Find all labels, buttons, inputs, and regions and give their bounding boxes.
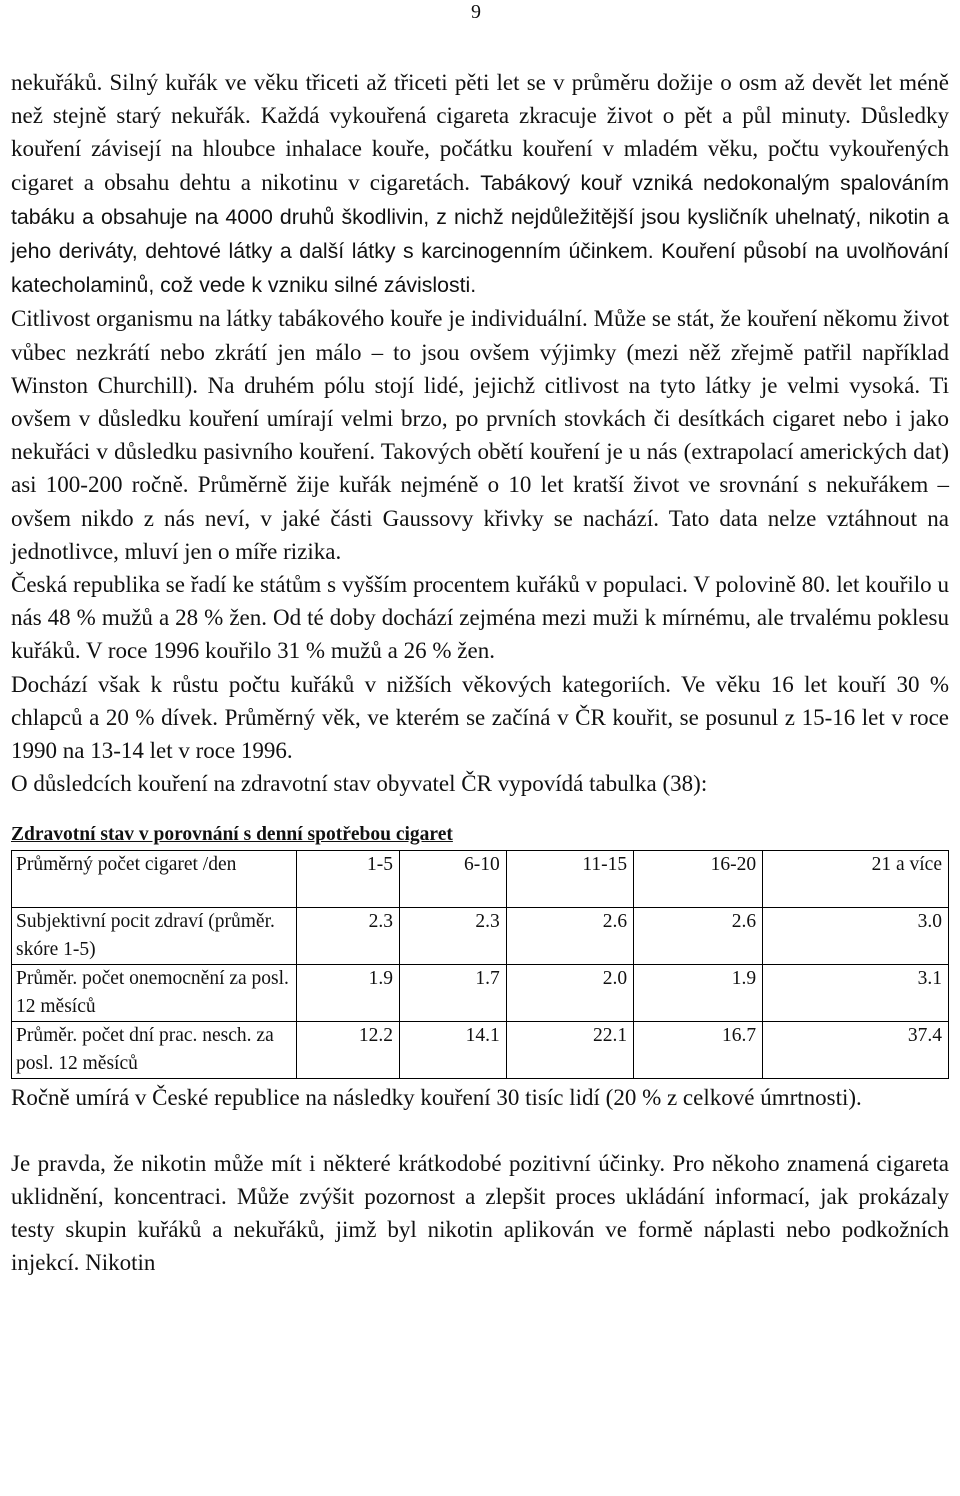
table-cell: 1.7 bbox=[400, 965, 507, 1022]
table-cell: 2.6 bbox=[506, 908, 633, 965]
table-cell: 16.7 bbox=[634, 1022, 763, 1079]
table-cell: 2.3 bbox=[297, 908, 400, 965]
table-row bbox=[12, 1022, 949, 1079]
table-row-label: Průměrný počet cigaret /den bbox=[12, 851, 297, 908]
paragraph-nicotine-effects: Je pravda, že nikotin může mít i některé krátkodobé pozitivní účinky. Pro někoho znamená cigareta uklidnění, koncentraci. Může zvýšit pozornost a zlepšit proces ukládání informací, jak prokázaly testy skupin kuřáků a nekuřáků, jimž byl nikotin aplikován ve formě náplasti nebo podkožních injekcí. Nikotin bbox=[11, 1150, 949, 1276]
health-status-table bbox=[11, 850, 949, 1079]
table-row bbox=[12, 965, 949, 1022]
table-row-label: Průměr. počet onemocnění za posl. 12 měsíců bbox=[12, 965, 297, 1022]
paragraph-health-effects bbox=[11, 66, 949, 302]
paragraph-gap bbox=[11, 1115, 949, 1147]
table-cell: 16-20 bbox=[634, 851, 763, 908]
table-row bbox=[12, 851, 949, 908]
table-cell: 21 a více bbox=[763, 851, 949, 908]
table-cell: 12.2 bbox=[297, 1022, 400, 1079]
table-cell: 2.0 bbox=[506, 965, 633, 1022]
table-row-label: Průměr. počet dní prac. nesch. za posl. 12 měsíců bbox=[12, 1022, 297, 1079]
paragraph-text: nekuřáků. Silný kuřák ve věku třiceti až třiceti pěti let se v průměru dožije o osm až devět let méně než stejně starý nekuřák. Každá vykouřená cigareta zkracuje život o pět a půl minuty. Důsledky kouření závisejí na hloubce inhalace kouře, počátku kouření v mladém věku, počtu vykouřených cigaret a obsahu dehtu a nikotinu v cigaretách. bbox=[11, 70, 949, 195]
table-cell: 6-10 bbox=[400, 851, 507, 908]
table-cell: 37.4 bbox=[763, 1022, 949, 1079]
table-cell: 3.1 bbox=[763, 965, 949, 1022]
page-number: 9 bbox=[471, 1, 481, 23]
paragraph-sensitivity: Citlivost organismu na látky tabákového kouře je individuální. Může se stát, že kouření někomu život vůbec nezkrátí nebo zkrátí jen málo – to jsou ovšem výjimky (mezi něž zřejmě patřil například Winston Churchill). Na druhém pólu stojí lidé, jejichž citlivost na tyto látky je velmi vysoká. Ti ovšem v důsledku kouření umírají velmi brzo, po prvních stovkách či desítkách cigaret nebo i jako nekuřáci v důsledku pasivního kouření. Takových obětí kouření je u nás (extrapolací amerických dat) asi 100-200 ročně. Průměrně žije kuřák nejméně o 10 let kratší život ve srovnání s nekuřákem – ovšem nikdo z nás neví, v jaké části Gaussovy křivky se nachází. Tato data nelze vztáhnout na jednotlivce, mluví jen o míře rizika. bbox=[11, 306, 949, 564]
paragraph-czech-statistics: Česká republika se řadí ke státům s vyšším procentem kuřáků v populaci. V polovině 80. let kouřilo u nás 48 % mužů a 28 % žen. Od té doby dochází zejména mezi muži k mírnému, ale trvalému poklesu kuřáků. V roce 1996 kouřilo 31 % mužů a 26 % žen. bbox=[11, 572, 949, 664]
paragraph-youth-smoking: Dochází však k růstu počtu kuřáků v nižších věkových kategoriích. Ve věku 16 let kouří 30 % chlapců a 20 % dívek. Průměrný věk, ve kterém se začíná v ČR kouřit, se posunul z 15-16 let v roce 1990 na 13-14 let v roce 1996. bbox=[11, 671, 949, 764]
table-cell: 11-15 bbox=[506, 851, 633, 908]
table-cell: 14.1 bbox=[400, 1022, 507, 1079]
table-cell: 1.9 bbox=[297, 965, 400, 1022]
table-cell: 22.1 bbox=[506, 1022, 633, 1079]
paragraph-annual-deaths: Ročně umírá v České republice na následky kouření 30 tisíc lidí (20 % z celkové úmrtnosti). bbox=[11, 1085, 862, 1111]
table-cell: 2.6 bbox=[634, 908, 763, 965]
table-cell: 3.0 bbox=[763, 908, 949, 965]
table-cell: 1-5 bbox=[297, 851, 400, 908]
table-row-label: Subjektivní pocit zdraví (průměr. skóre 1-5) bbox=[12, 908, 297, 965]
table-row bbox=[12, 908, 949, 965]
paragraph-table-intro: O důsledcích kouření na zdravotní stav obyvatel ČR vypovídá tabulka (38): bbox=[11, 771, 708, 797]
table-cell: 1.9 bbox=[634, 965, 763, 1022]
table-caption: Zdravotní stav v porovnání s denní spotřebou cigaret bbox=[11, 824, 453, 846]
paragraph-text-sans: Tabákový kouř vzniká nedokonalým spalováním tabáku a obsahuje na 4000 druhů škodlivin, z nichž nejdůležitější jsou kysličník uhelnatý, nikotin a jeho deriváty, dehtové látky a další látky s karcinogenním účinkem. Kouření působí na uvolňování katecholaminů, což vede k vzniku silné závislosti. bbox=[11, 170, 949, 298]
table-cell: 2.3 bbox=[400, 908, 507, 965]
document-body bbox=[11, 66, 949, 1279]
